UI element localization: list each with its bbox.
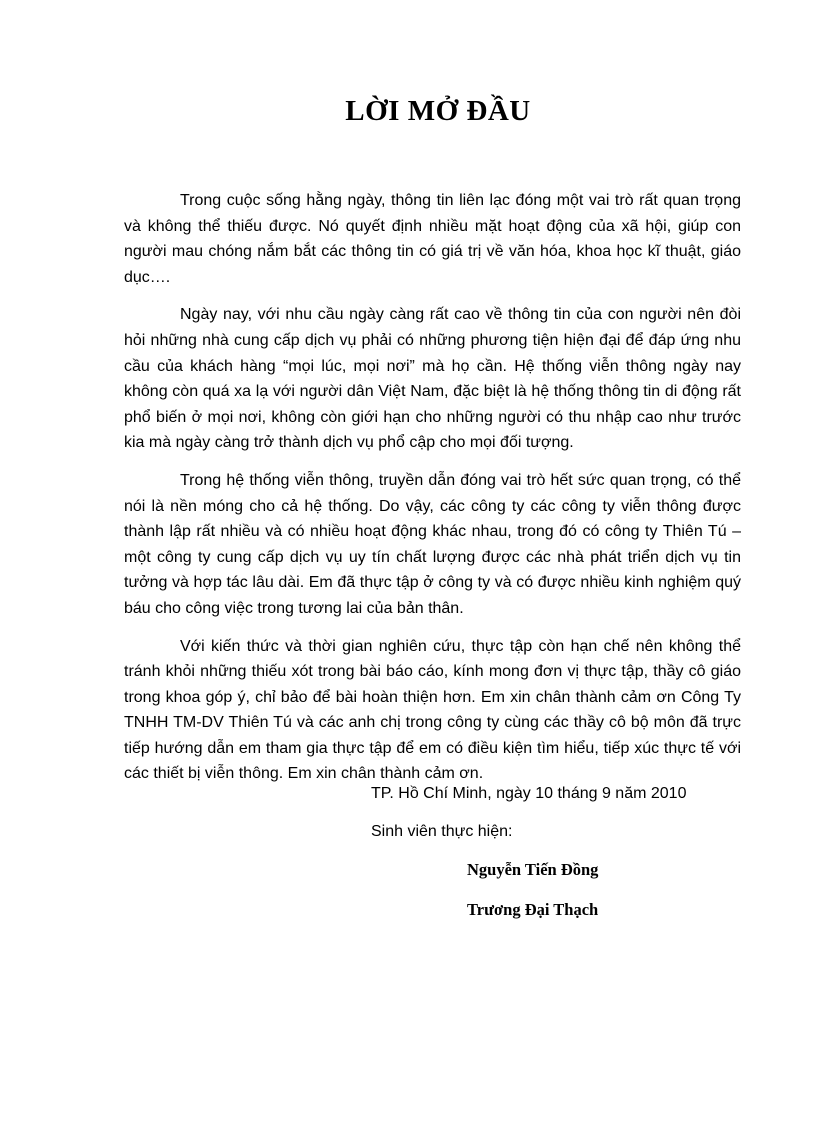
- paragraph: Ngày nay, với nhu cầu ngày càng rất cao về thông tin của con người nên đòi hỏi những nhà cung cấp dịch vụ phải có những phương tiện hiện đại để đáp ứng nhu cầu của khách hàng “mọi lúc, mọi nơi” mà họ cần. Hệ thống viễn thông ngày nay không còn quá xa lạ với người dân Việt Nam, đặc biệt là hệ thống thông tin di động rất phổ biến ở mọi nơi, không còn giới hạn cho những người có thu nhập cao như trước kia mà ngày càng trở thành dịch vụ phổ cập cho mọi đối tượng.: [124, 306, 741, 452]
- signature-role: Sinh viên thực hiện:: [371, 823, 513, 840]
- page-title: LỜI MỞ ĐẦU: [345, 95, 531, 127]
- author-name: Trương Đại Thạch: [467, 900, 599, 919]
- document-body: [124, 188, 741, 799]
- place-date: TP. Hồ Chí Minh, ngày 10 tháng 9 năm 2010: [371, 785, 687, 802]
- paragraph: Trong hệ thống viễn thông, truyền dẫn đóng vai trò hết sức quan trọng, có thể nói là nền móng cho cả hệ thống. Do vậy, các công ty các công ty viễn thông được thành lập rất nhiều và có nhiều hoạt động khác nhau, trong đó có công ty Thiên Tú – một công ty cung cấp dịch vụ uy tín chất lượng được các nhà phát triển dịch vụ tin tưởng và hợp tác lâu dài. Em đã thực tập ở công ty và có được nhiều kinh nghiệm quý báu cho công việc trong tương lai của bản thân.: [124, 471, 741, 617]
- paragraph: Trong cuộc sống hằng ngày, thông tin liên lạc đóng một vai trò rất quan trọng và không thể thiếu được. Nó quyết định nhiều mặt hoạt động của xã hội, giúp con người mau chóng nắm bắt các thông tin có giá trị về văn hóa, khoa học kĩ thuật, giáo dục….: [124, 192, 741, 286]
- paragraph: Với kiến thức và thời gian nghiên cứu, thực tập còn hạn chế nên không thể tránh khỏi những thiếu xót trong bài báo cáo, kính mong đơn vị thực tập, thầy cô giáo trong khoa góp ý, chỉ bảo để bài hoàn thiện hơn. Em xin chân thành cảm ơn Công Ty TNHH TM-DV Thiên Tú và các anh chị trong công ty cùng các thầy cô bộ môn đã trực tiếp hướng dẫn em tham gia thực tập để em có điều kiện tìm hiểu, tiếp xúc thực tế với các thiết bị viễn thông. Em xin chân thành cảm ơn.: [124, 637, 741, 783]
- author-name: Nguyễn Tiến Đồng: [467, 860, 599, 879]
